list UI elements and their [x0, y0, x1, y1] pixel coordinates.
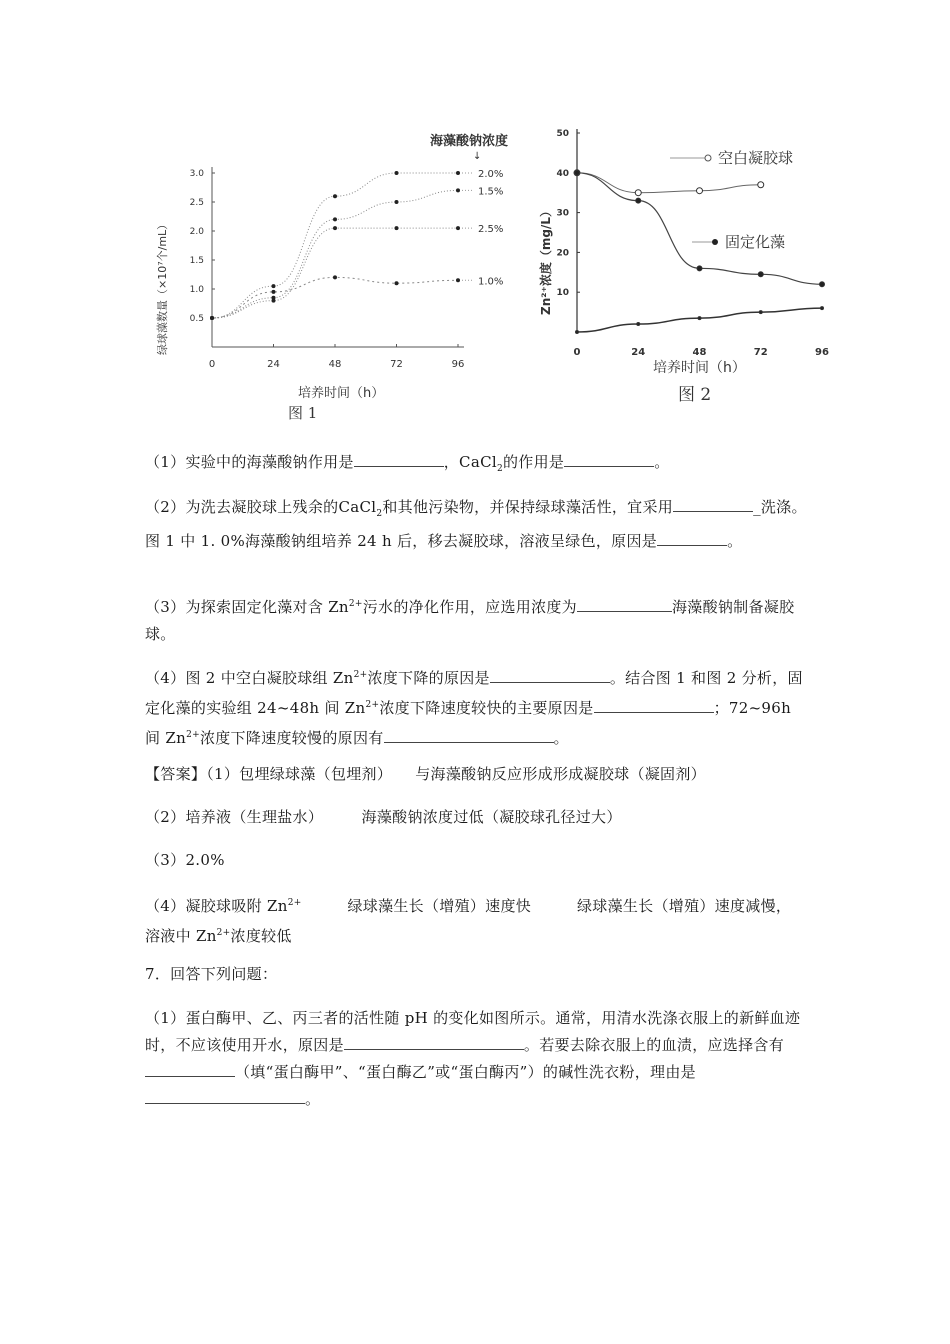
y-tick-label: 0.5 — [189, 314, 204, 324]
data-point — [333, 275, 337, 279]
data-point — [456, 171, 460, 175]
y-tick-label: 1.0 — [189, 285, 204, 295]
x-tick-label: 72 — [753, 347, 768, 358]
data-point — [395, 281, 399, 285]
data-point — [758, 272, 763, 277]
series-line-1.5% — [212, 190, 458, 318]
answer-blank[interactable] — [384, 726, 554, 743]
answer-blank[interactable] — [354, 450, 444, 467]
figure-1-legend-title: 海藻酸钠浓度 — [430, 134, 509, 149]
y-tick-label: 10 — [556, 288, 569, 299]
series-line-空白凝胶球 — [577, 173, 761, 193]
answer-line-4: （4）凝胶球吸附 $Zn^{2+}$ 绿球藻生长（增殖）速度快 绿球藻生长（增殖）速度减慢， 溶液中 $Zn^{2+}$浓度较低 — [145, 897, 792, 945]
legend-open-circle-icon — [705, 155, 711, 161]
x-tick-label: 96 — [815, 347, 829, 358]
data-point — [758, 182, 764, 188]
question-1: （1）实验中的海藻酸钠作用是 ，CaCl$_2$的作用是 。 — [145, 449, 810, 483]
data-point — [636, 198, 641, 203]
data-point — [635, 190, 641, 196]
series-label: 1.5% — [478, 186, 504, 198]
answer-blank[interactable] — [564, 450, 654, 467]
data-point — [272, 299, 276, 303]
y-tick-label: 1.5 — [189, 256, 204, 266]
figure-1-chart — [140, 125, 540, 425]
legend-label-immobilized-algae: 固定化藻 — [725, 233, 786, 251]
data-point — [333, 217, 337, 221]
answer-blank[interactable] — [594, 696, 714, 713]
x-tick-label: 48 — [328, 359, 342, 370]
figure-1-axes — [190, 167, 465, 370]
y-tick-label: 40 — [556, 168, 569, 179]
data-point — [820, 282, 825, 287]
answer-blank[interactable] — [673, 495, 753, 512]
y-tick-label: 2.5 — [189, 198, 204, 208]
data-point — [456, 188, 460, 192]
answer-blank[interactable] — [344, 1033, 524, 1050]
answer-blank[interactable] — [490, 666, 610, 683]
figure-2-legend-immobilized-algae — [692, 233, 785, 251]
data-point — [821, 307, 824, 310]
answer-blank[interactable] — [145, 1087, 305, 1104]
data-point — [395, 226, 399, 230]
series-label: 1.0% — [478, 276, 504, 288]
answer-heading: 【答案】 — [145, 765, 207, 783]
answer-blank[interactable] — [657, 529, 727, 546]
series-line-1.0% — [212, 277, 458, 318]
figure-1-caption: 图 1 — [288, 404, 318, 422]
y-tick-label: 20 — [556, 248, 569, 259]
data-point — [698, 317, 701, 320]
figure-1-legend-arrow: ↓ — [473, 151, 482, 162]
question-7-1: （1）蛋白酶甲、乙、丙三者的活性随 pH 的变化如图所示。通常，用清水洗涤衣服上的新鲜血迹时，不应该使用开水，原因是 。若要去除衣服上的血渍，应选择含有（填“蛋白酶甲”、“蛋白酶乙”或“蛋白酶丙”）的碱性洗衣粉，理由是。 — [145, 1009, 801, 1108]
y-tick-label: 50 — [556, 129, 569, 139]
data-point — [272, 284, 276, 288]
data-point — [210, 316, 214, 320]
data-point — [637, 323, 640, 326]
question-2: （2）为洗去凝胶球上残余的CaCl$_2$和其他污染物，并保持绿球藻活性，宜采用 _洗涤。图 1 中 1. 0%海藻酸钠组培养 24 h 后，移去凝胶球，溶液呈绿色，原因是 。 — [145, 494, 810, 555]
figure-2-xlabel: 培养时间（h） — [653, 360, 746, 376]
data-point — [333, 226, 337, 230]
figure-1-series — [210, 169, 503, 320]
answer-line-1: 【答案】（1）包埋绿球藻（包埋剂） 与海藻酸钠反应形成形成凝胶球（凝固剂） — [145, 765, 706, 783]
answer-blank[interactable] — [577, 595, 672, 612]
x-tick-label: 24 — [267, 359, 280, 370]
data-point — [395, 171, 399, 175]
x-tick-label: 24 — [631, 347, 646, 358]
answer-blank[interactable] — [145, 1060, 235, 1077]
x-tick-label: 48 — [692, 347, 707, 358]
figure-1-xlabel: 培养时间（h） — [298, 386, 385, 401]
question-7-title: 7．回答下列问题： — [145, 965, 278, 983]
y-tick-label: 2.0 — [189, 227, 204, 237]
legend-label-empty-gel: 空白凝胶球 — [718, 149, 794, 167]
x-tick-label: 96 — [451, 359, 465, 370]
data-point — [456, 226, 460, 230]
data-point — [395, 200, 399, 204]
data-point — [697, 188, 703, 194]
answer-line-3: （3）2.0% — [145, 851, 225, 869]
series-label: 2.5% — [478, 224, 504, 236]
x-tick-label: 72 — [390, 359, 403, 370]
data-point — [575, 170, 580, 175]
series-label: 2.0% — [478, 169, 504, 180]
data-point — [759, 311, 762, 314]
figure-1-ylabel: 绿球藻数量（×10⁷个/mL） — [156, 218, 169, 355]
data-point — [576, 331, 579, 334]
figure-2-chart — [530, 125, 840, 410]
x-tick-label: 0 — [208, 359, 216, 370]
question-4: （4）图 2 中空白凝胶球组 $Zn^{2+}$浓度下降的原因是 。结合图 1 和图 2 分析，固定化藻的实验组 24~48h 间 $Zn^{2+}$浓度下降速度较快的主要原因是 ；72~96h 间 $Zn^{2+}$浓度下降速度较慢的原因有 。 — [145, 662, 810, 752]
question-3: （3）为探索固定化藻对含 $Zn^{2+}$污水的净化作用，应选用浓度为 海藻酸钠制备凝胶球。 — [145, 591, 810, 648]
data-point — [456, 278, 460, 282]
y-tick-label: 3.0 — [189, 169, 204, 179]
figure-2-caption: 图 2 — [678, 385, 712, 405]
legend-filled-circle-icon — [712, 239, 718, 245]
figure-2-series — [574, 170, 825, 334]
x-tick-label: 0 — [573, 347, 581, 358]
answer-line-2: （2）培养液（生理盐水） 海藻酸钠浓度过低（凝胶球孔径过大） — [145, 808, 622, 826]
y-tick-label: 30 — [556, 208, 569, 219]
figure-2-ylabel: Zn²⁺浓度（mg/L） — [539, 205, 553, 315]
data-point — [272, 290, 276, 294]
figure-2-legend-empty-gel — [670, 149, 793, 167]
data-point — [333, 194, 337, 198]
data-point — [697, 266, 702, 271]
